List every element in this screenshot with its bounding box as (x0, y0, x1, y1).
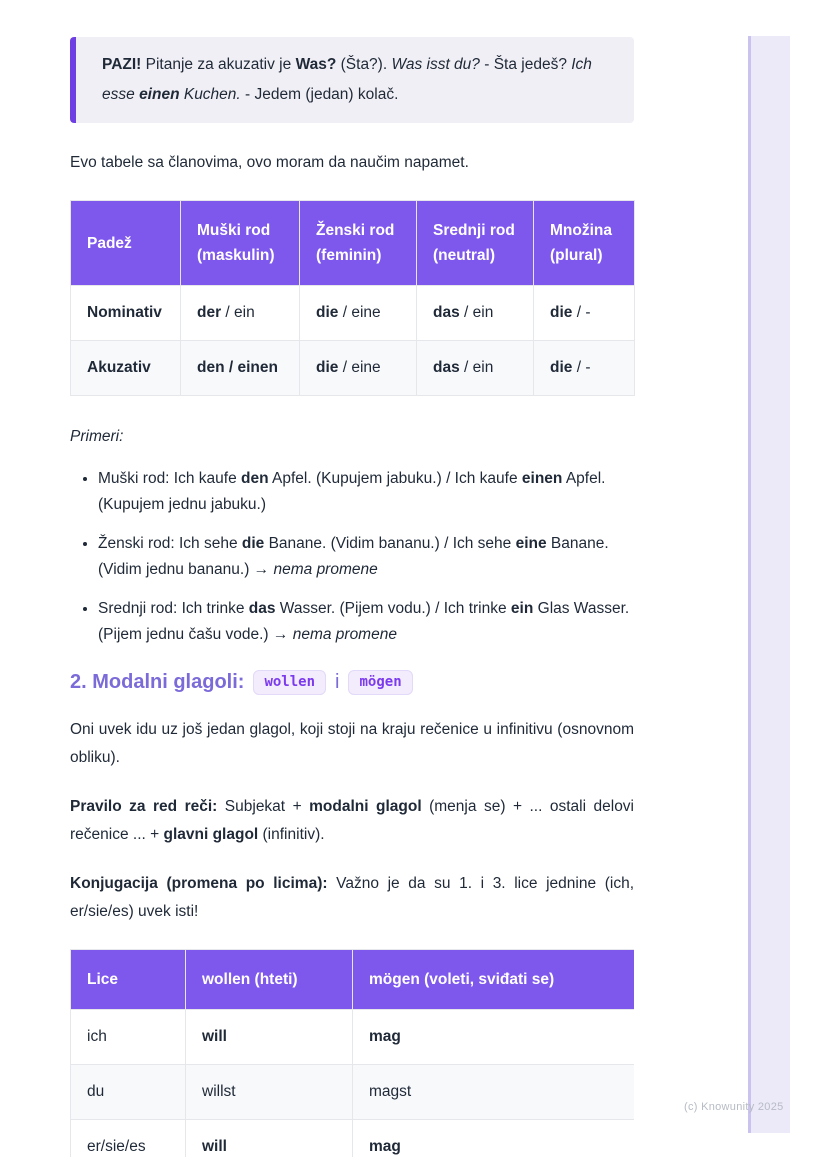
examples-list (70, 466, 634, 648)
table-cell: will (186, 1120, 353, 1158)
articles-col-srednji: Srednji rod (neutral) (417, 201, 534, 286)
table-cell: der / ein (181, 286, 300, 341)
table-row-akuzativ (71, 341, 635, 396)
conjugation-col-moegen: mögen (voleti, sviđati se) (353, 950, 635, 1010)
code-chip-wollen: wollen (253, 670, 326, 695)
callout-pazi (70, 37, 634, 123)
section-heading-modalni-glagoli (70, 670, 634, 695)
articles-col-padez: Padež (71, 201, 181, 286)
primeri-label: Primeri: (70, 428, 124, 445)
conjugation-table (70, 949, 634, 1157)
table-cell: er/sie/es (71, 1120, 186, 1158)
table-cell: die / - (534, 286, 635, 341)
articles-table (70, 200, 635, 396)
table-cell: das / ein (417, 286, 534, 341)
table-row-ich (71, 1010, 635, 1065)
conjugation-col-wollen: wollen (hteti) (186, 950, 353, 1010)
intro-paragraph: Evo tabele sa članovima, ovo moram da naučim napamet. (70, 154, 469, 171)
page-margin-strip (748, 36, 790, 1133)
table-row-er-sie-es (71, 1120, 635, 1158)
articles-col-mnozina: Množina (plural) (534, 201, 635, 286)
table-cell: ich (71, 1010, 186, 1065)
heading-conjunction: i (335, 671, 340, 693)
table-row-du (71, 1065, 635, 1120)
table-cell: das / ein (417, 341, 534, 396)
list-item-srednji-rod: • Srednji rod: Ich trinke das Wasser. (Pijem vodu.) / Ich trinke ein Glas Wasser. (Pijem jednu čašu vode.) → nema promene (98, 596, 634, 648)
table-cell: Akuzativ (71, 341, 181, 396)
table-cell: die / - (534, 341, 635, 396)
articles-col-muski: Muški rod (maskulin) (181, 201, 300, 286)
table-cell: den / einen (181, 341, 300, 396)
list-item-muski-rod: • Muški rod: Ich kaufe den Apfel. (Kupujem jabuku.) / Ich kaufe einen Apfel. (Kupujem jednu jabuku.) (98, 466, 634, 518)
table-cell: will (186, 1010, 353, 1065)
page-cut-region (70, 949, 634, 1157)
watermark: (c) Knowunity 2025 (684, 1101, 784, 1113)
conjugation-col-lice: Lice (71, 950, 186, 1010)
table-cell: die / eine (300, 341, 417, 396)
list-item-zenski-rod: • Ženski rod: Ich sehe die Banane. (Vidim bananu.) / Ich sehe eine Banane. (Vidim jednu bananu.) → nema promene (98, 531, 634, 583)
table-cell: du (71, 1065, 186, 1120)
code-chip-moegen: mögen (348, 670, 412, 695)
paragraph-word-order-rule: Pravilo za red reči: Subjekat + modalni glagol (menja se) + ... ostali delovi rečenice ... + glavni glagol (infinitiv). (70, 798, 635, 843)
conjugation-table-header-row (71, 950, 635, 1010)
table-cell: mag (353, 1010, 635, 1065)
page-content (70, 0, 634, 1157)
articles-table-header-row (71, 201, 635, 286)
callout-text: PAZI! Pitanje za akuzativ je Was? (Šta?). Was isst du? - Šta jedeš? Ich esse einen Kuchen. - Jedem (jedan) kolač. (102, 56, 592, 103)
table-row-nominativ (71, 286, 635, 341)
table-cell: die / eine (300, 286, 417, 341)
section-heading-text: 2. Modalni glagoli: (70, 671, 245, 693)
table-cell: Nominativ (71, 286, 181, 341)
articles-col-zenski: Ženski rod (feminin) (300, 201, 417, 286)
paragraph-modal-verbs-intro: Oni uvek idu uz još jedan glagol, koji stoji na kraju rečenice u infinitivu (osnovnom obliku). (70, 721, 634, 766)
paragraph-conjugation-note: Konjugacija (promena po licima): Važno je da su 1. i 3. lice jednine (ich, er/sie/es) uvek isti! (70, 875, 634, 920)
table-cell: magst (353, 1065, 635, 1120)
table-cell: mag (353, 1120, 635, 1158)
table-cell: willst (186, 1065, 353, 1120)
